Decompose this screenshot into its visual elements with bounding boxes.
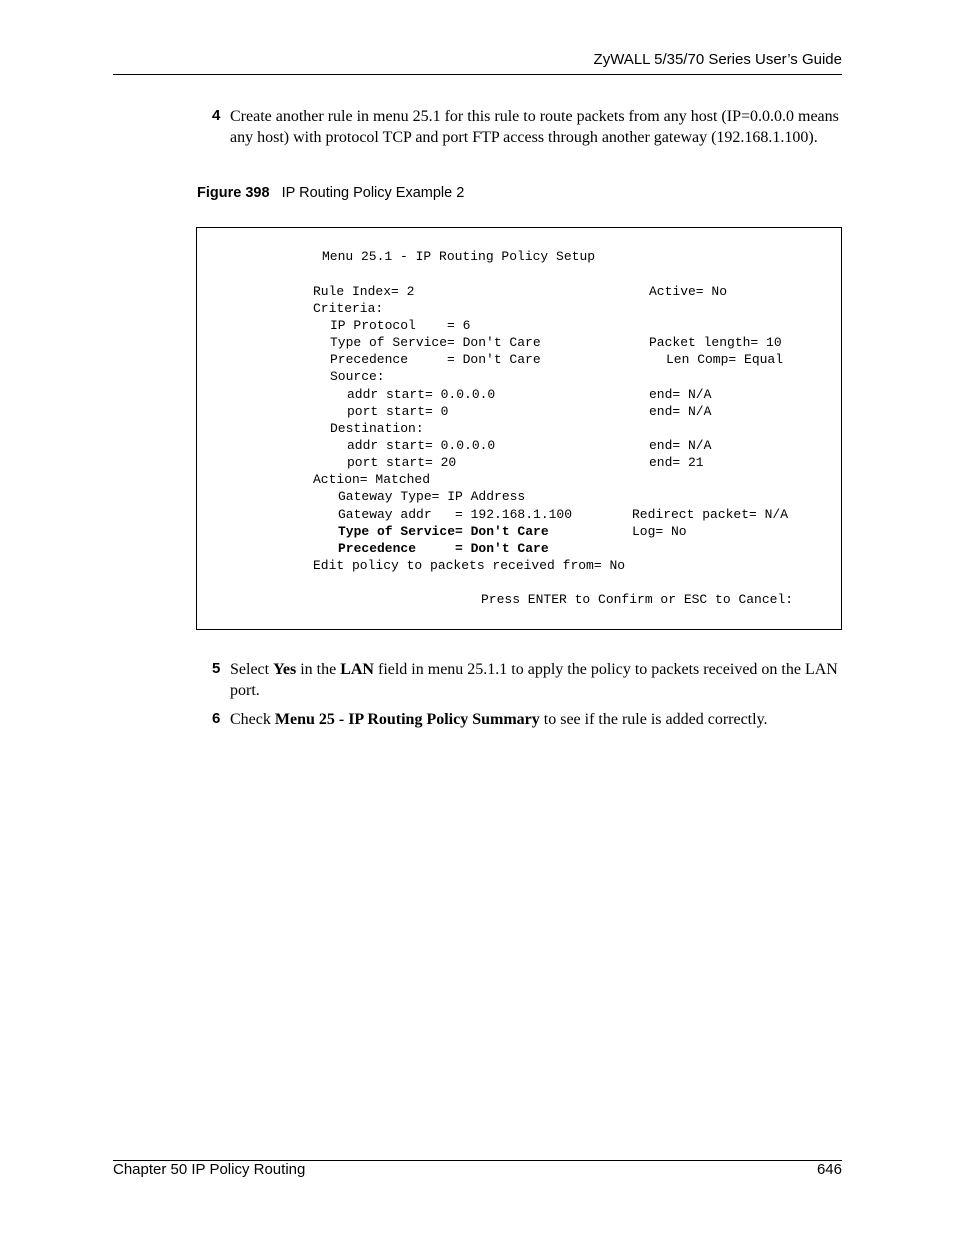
console-line: port start= 0	[347, 404, 449, 419]
console-line-highlight: Precedence = Don't Care	[338, 541, 549, 556]
step-5	[212, 660, 840, 701]
step-number: 6	[212, 710, 221, 727]
console-line: Destination:	[330, 421, 424, 436]
console-line: end= N/A	[649, 438, 712, 453]
console-line: Redirect packet= N/A	[632, 507, 789, 522]
console-screen	[196, 227, 842, 630]
console-line: Len Comp= Equal	[666, 352, 784, 367]
step-text-run: Create another rule in menu 25.1 for this rule to route packets from any host (IP=0.0.0.0 means any host) with protocol TCP and port FTP access through another gateway (192.168.1.100).	[230, 108, 839, 146]
console-line: Action= Matched	[313, 472, 431, 487]
running-header-title: ZyWALL 5/35/70 Series User’s Guide	[593, 51, 842, 68]
step-text-emphasis: Menu 25 - IP Routing Policy Summary	[274, 711, 540, 728]
console-line: Gateway Type= IP Address	[338, 489, 526, 504]
step-text-emphasis: Yes	[273, 661, 297, 678]
console-line: IP Protocol = 6	[330, 318, 471, 333]
figure-title: IP Routing Policy Example 2	[281, 185, 465, 201]
console-menu-title: Menu 25.1 - IP Routing Policy Setup	[322, 249, 596, 264]
console-line: Type of Service= Don't Care	[330, 335, 541, 350]
console-line: Active= No	[649, 284, 728, 299]
footer-chapter: Chapter 50 IP Policy Routing	[113, 1161, 306, 1178]
console-line-highlight: Type of Service= Don't Care	[338, 524, 549, 539]
step-number: 4	[212, 107, 221, 124]
step-text-run: field in menu 25.1.1 to apply the policy to packets received on the LAN port.	[230, 661, 838, 699]
console-line: end= 21	[649, 455, 704, 470]
header-rule	[113, 74, 842, 75]
step-text	[230, 660, 840, 701]
console-line: Edit policy to packets received from= No	[313, 558, 626, 573]
step-text	[230, 107, 840, 148]
step-text-run: in the	[296, 661, 341, 678]
console-line: addr start= 0.0.0.0	[347, 438, 496, 453]
console-line: Source:	[330, 369, 385, 384]
step-text-run: to see if the rule is added correctly.	[539, 711, 768, 728]
figure-caption	[197, 185, 464, 201]
console-line: end= N/A	[649, 404, 712, 419]
step-number: 5	[212, 660, 221, 677]
step-text-emphasis: LAN	[340, 661, 374, 678]
console-line: port start= 20	[347, 455, 457, 470]
console-line: Precedence = Don't Care	[330, 352, 541, 367]
console-line: Log= No	[632, 524, 687, 539]
console-prompt: Press ENTER to Confirm or ESC to Cancel:	[481, 592, 794, 607]
console-line: Gateway addr = 192.168.1.100	[338, 507, 573, 522]
step-6	[212, 710, 840, 731]
figure-number: Figure 398	[197, 185, 270, 201]
console-line: Criteria:	[313, 301, 384, 316]
step-text	[230, 710, 840, 731]
page-number: 646	[816, 1161, 842, 1178]
console-line: Rule Index= 2	[313, 284, 415, 299]
console-line: end= N/A	[649, 387, 712, 402]
console-line: addr start= 0.0.0.0	[347, 387, 496, 402]
step-text-run: Select	[230, 661, 274, 678]
step-4	[212, 107, 840, 148]
step-text-run: Check	[230, 711, 275, 728]
console-line: Packet length= 10	[649, 335, 782, 350]
